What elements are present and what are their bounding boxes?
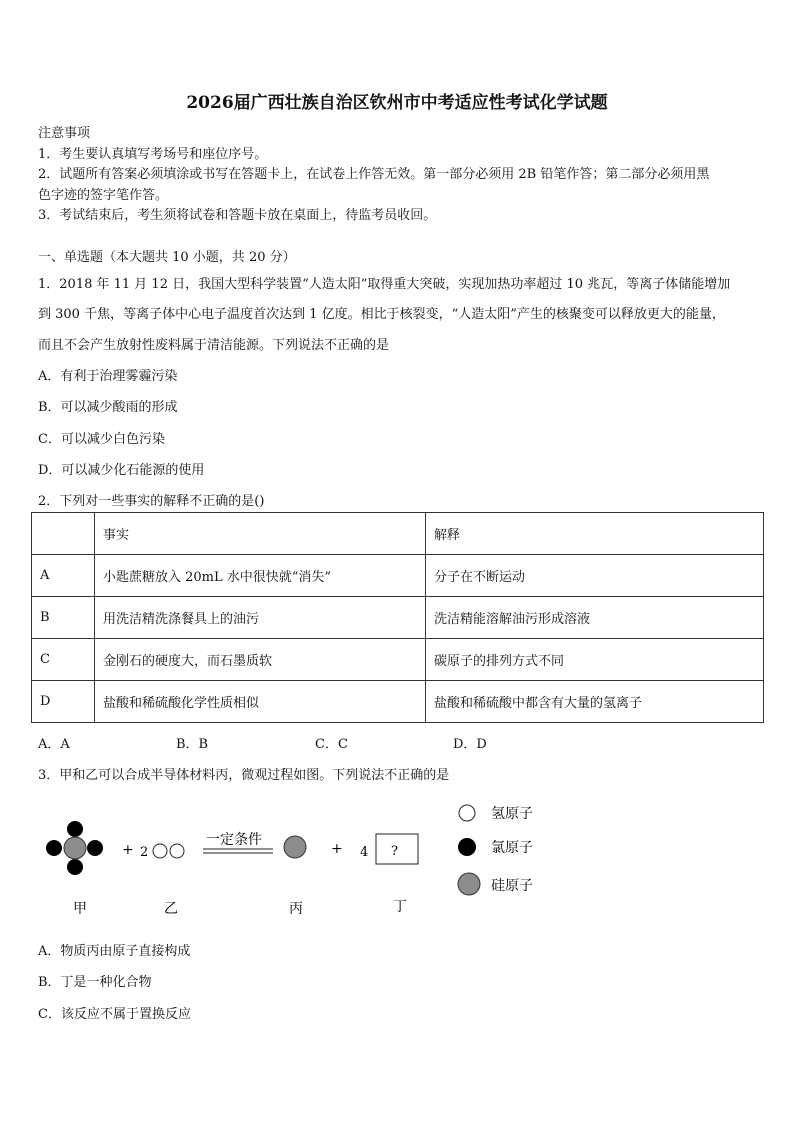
notes-heading: 注意事项: [38, 126, 91, 141]
table-cell: 盐酸和稀硫酸化学性质相似: [95, 681, 426, 723]
table-cell: 分子在不断运动: [426, 555, 764, 597]
note-item: 2．试题所有答案必须填涂或书写在答题卡上，在试卷上作答无效。第一部分必须用 2B 铅笔作答；第二部分必须用黑: [38, 167, 710, 182]
note-item: 色字迹的签字笔作答。: [38, 188, 169, 203]
q3-option-c: C．该反应不属于置换反应: [38, 1007, 191, 1022]
reaction-condition: 一定条件: [206, 832, 262, 848]
q2-option-c: C．C: [315, 737, 348, 752]
q1-stem-line: 而且不会产生放射性废料属于清洁能源。下列说法不正确的是: [38, 338, 390, 353]
label-bing: 丙: [289, 901, 303, 917]
table-header-fact: 事实: [95, 513, 426, 555]
plus-sign: +: [331, 841, 343, 857]
hydrogen-atom: [153, 844, 167, 858]
q1-stem-line: 1．2018 年 11 月 12 日，我国大型科学装置“人造太阳”取得重大突破，实现加热功率超过 10 兆瓦，等离子体储能增加: [38, 277, 731, 292]
q2-table: [31, 512, 764, 723]
label-jia: 甲: [73, 901, 87, 917]
label-ding: 丁: [393, 899, 407, 915]
chlorine-atom: [87, 840, 103, 856]
plus-sign: +: [122, 842, 134, 858]
chlorine-atom: [46, 840, 62, 856]
coefficient-ding: 4: [360, 845, 369, 860]
reaction-diagram: [40, 796, 560, 920]
table-row: [32, 597, 764, 639]
table-row: [32, 555, 764, 597]
table-cell: 小匙蔗糖放入 20mL 水中很快就“消失”: [95, 555, 426, 597]
table-row: [32, 681, 764, 723]
q2-option-b: B．B: [176, 737, 209, 752]
q3-option-b: B．丁是一种化合物: [38, 975, 152, 990]
molecule-jia: [46, 821, 103, 875]
q1-option-a: A．有利于治理雾霾污染: [38, 369, 178, 384]
table-header-row: [32, 513, 764, 555]
legend-silicon-label: 硅原子: [491, 878, 533, 894]
table-row: [32, 639, 764, 681]
table-cell: 碳原子的排列方式不同: [426, 639, 764, 681]
table-cell: A: [32, 555, 95, 597]
table-cell: B: [32, 597, 95, 639]
legend-chlorine-label: 氯原子: [491, 840, 533, 856]
legend-chlorine-icon: [458, 838, 476, 856]
table-cell: D: [32, 681, 95, 723]
unknown-mark: ?: [391, 844, 398, 859]
q2-options: [38, 733, 738, 751]
q1-stem-line: 到 300 千焦，等离子体中心电子温度首次达到 1 亿度。相比于核裂变，“人造太阳”产生的核聚变可以释放更大的能量，: [38, 307, 725, 322]
chlorine-atom: [67, 859, 83, 875]
q2-stem: 2．下列对一些事实的解释不正确的是(): [38, 494, 265, 509]
legend-hydrogen-label: 氢原子: [491, 806, 533, 822]
q1-option-b: B．可以减少酸雨的形成: [38, 400, 178, 415]
section-title: 一、单选题（本大题共 10 小题，共 20 分）: [38, 250, 296, 265]
label-yi: 乙: [164, 901, 178, 917]
q3-stem: 3．甲和乙可以合成半导体材料丙，微观过程如图。下列说法不正确的是: [38, 768, 450, 783]
table-cell: [32, 513, 95, 555]
table-cell: 洗洁精能溶解油污形成溶液: [426, 597, 764, 639]
chlorine-atom: [67, 821, 83, 837]
molecule-yi: [153, 844, 184, 858]
q3-option-a: A．物质丙由原子直接构成: [38, 944, 191, 959]
molecule-bing: [284, 836, 306, 858]
note-item: 1．考生要认真填写考场号和座位序号。: [38, 147, 268, 162]
coefficient-yi: 2: [140, 845, 149, 860]
note-item: 3．考试结束后，考生须将试卷和答题卡放在桌面上，待监考员收回。: [38, 208, 437, 223]
q1-option-c: C．可以减少白色污染: [38, 432, 165, 447]
page-title: 2026届广西壮族自治区钦州市中考适应性考试化学试题: [186, 93, 608, 113]
q2-option-d: D．D: [453, 737, 487, 752]
legend-hydrogen-icon: [459, 805, 475, 821]
legend-silicon-icon: [458, 873, 480, 895]
table-cell: C: [32, 639, 95, 681]
silicon-atom: [64, 837, 86, 859]
q2-option-a: A．A: [38, 737, 70, 752]
q1-option-d: D．可以减少化石能源的使用: [38, 463, 205, 478]
table-cell: 金刚石的硬度大，而石墨质软: [95, 639, 426, 681]
table-header-explanation: 解释: [426, 513, 764, 555]
table-cell: 盐酸和稀硫酸中都含有大量的氢离子: [426, 681, 764, 723]
hydrogen-atom: [170, 844, 184, 858]
table-cell: 用洗洁精洗涤餐具上的油污: [95, 597, 426, 639]
